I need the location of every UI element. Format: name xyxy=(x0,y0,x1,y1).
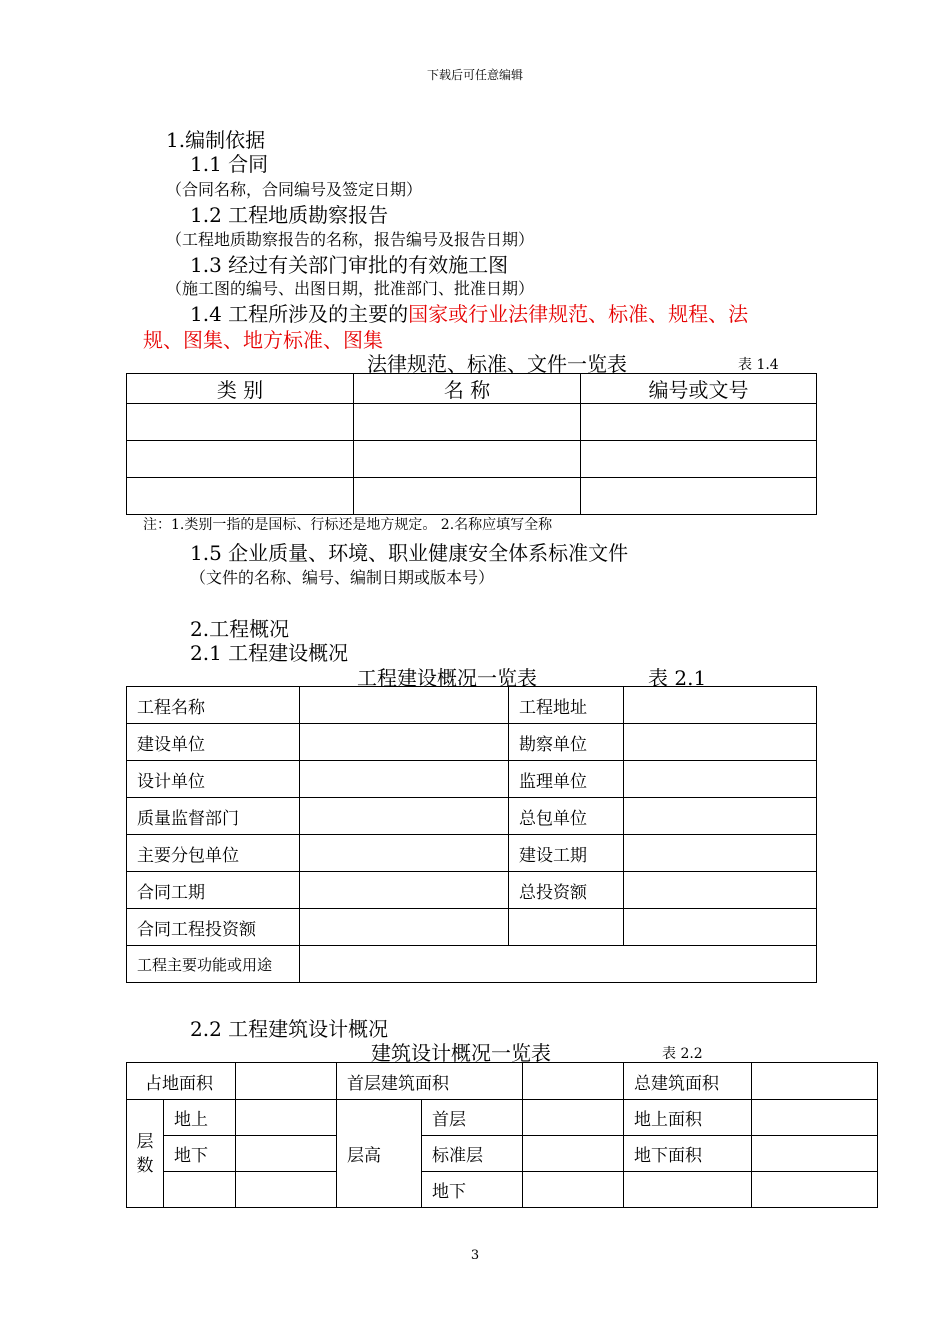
table-2-2-label: 占地面积 xyxy=(127,1063,236,1100)
table-cell xyxy=(300,724,509,761)
table-2-1-label: 工程主要功能或用途 xyxy=(127,946,300,983)
table-2-1-label: 监理单位 xyxy=(509,761,624,798)
table-cell xyxy=(624,1172,752,1208)
table-1-4 xyxy=(126,373,817,515)
table-cell xyxy=(354,478,581,515)
table-cell xyxy=(752,1136,878,1172)
table-2-2-label: 地上面积 xyxy=(624,1100,752,1136)
table-cell xyxy=(236,1100,337,1136)
section-1-5-note: （文件的名称、编号、编制日期或版本号） xyxy=(190,568,495,587)
table-cell xyxy=(624,687,817,724)
section-1-1-heading: 1.1 合同 xyxy=(190,152,269,176)
table-cell xyxy=(300,687,509,724)
table-cell xyxy=(581,404,817,441)
table-1-4-number: 表 1.4 xyxy=(738,357,779,373)
table-2-1-number: 表 2.1 xyxy=(648,666,707,690)
section-1-3-note: （施工图的编号、出图日期，批准部门、批准日期） xyxy=(166,279,535,298)
table-cell xyxy=(523,1172,624,1208)
table-2-1-label: 工程名称 xyxy=(127,687,300,724)
section-2-2-heading: 2.2 工程建筑设计概况 xyxy=(190,1017,389,1041)
section-2-1-heading: 2.1 工程建设概况 xyxy=(190,641,349,665)
table-cell xyxy=(581,478,817,515)
table-1-4-footnote: 注：1.类别一指的是国标、行标还是地方规定。 2.名称应填写全称 xyxy=(143,517,553,533)
table-cell xyxy=(354,441,581,478)
page-header: 下载后可任意编辑 xyxy=(426,68,523,82)
table-2-1-label: 工程地址 xyxy=(509,687,624,724)
table-2-2-title: 建筑设计概况一览表 xyxy=(371,1041,551,1065)
table-2-1 xyxy=(126,686,817,983)
table-2-1-label: 主要分包单位 xyxy=(127,835,300,872)
section-1-4-red-line1: 国家或行业法律规范、标准、规程、法 xyxy=(408,302,749,326)
table-cell xyxy=(624,724,817,761)
table-2-2-label: 地上 xyxy=(164,1100,236,1136)
page-number: 3 xyxy=(470,1248,480,1263)
table-cell xyxy=(624,761,817,798)
table-cell xyxy=(127,441,354,478)
table-cell xyxy=(624,798,817,835)
section-1-2-note: （工程地质勘察报告的名称，报告编号及报告日期） xyxy=(166,230,535,249)
table-2-2-label: 地下 xyxy=(164,1136,236,1172)
table-2-1-label: 质量监督部门 xyxy=(127,798,300,835)
table-2-1-label: 建设单位 xyxy=(127,724,300,761)
table-cell xyxy=(300,798,509,835)
table-2-1-title: 工程建设概况一览表 xyxy=(357,666,537,690)
table-1-4-title: 法律规范、标准、文件一览表 xyxy=(367,352,627,376)
table-2-1-label: 总投资额 xyxy=(509,872,624,909)
table-cell xyxy=(523,1063,624,1100)
table-cell xyxy=(752,1172,878,1208)
table-cell xyxy=(127,404,354,441)
table-cell xyxy=(354,404,581,441)
table-cell xyxy=(236,1063,337,1100)
table-1-4-header-number: 编号或文号 xyxy=(581,374,817,404)
table-cell xyxy=(300,761,509,798)
table-cell xyxy=(523,1136,624,1172)
table-cell xyxy=(624,909,817,946)
section-2-heading: 2.工程概况 xyxy=(190,617,290,641)
table-cell xyxy=(523,1100,624,1136)
section-1-4-heading xyxy=(190,298,748,327)
table-2-2-number: 表 2.2 xyxy=(662,1046,703,1062)
table-cell xyxy=(624,872,817,909)
table-1-4-header-name: 名 称 xyxy=(354,374,581,404)
table-cell xyxy=(164,1172,236,1208)
table-cell xyxy=(300,909,509,946)
table-2-2-label-floors: 层 数 xyxy=(127,1100,164,1208)
section-1-4-prefix: 1.4 工程所涉及的主要的 xyxy=(190,302,409,326)
table-2-1-label: 勘察单位 xyxy=(509,724,624,761)
table-2-2-label: 首层 xyxy=(422,1100,523,1136)
table-2-2-label: 地下面积 xyxy=(624,1136,752,1172)
table-cell xyxy=(624,835,817,872)
table-1-4-header-category: 类 别 xyxy=(127,374,354,404)
section-1-heading: 1.编制依据 xyxy=(166,128,266,152)
section-1-3-heading: 1.3 经过有关部门审批的有效施工图 xyxy=(190,253,509,277)
table-2-2-label: 地下 xyxy=(422,1172,523,1208)
table-cell xyxy=(752,1063,878,1100)
table-2-1-label: 合同工期 xyxy=(127,872,300,909)
table-cell xyxy=(300,872,509,909)
table-2-1-label: 合同工程投资额 xyxy=(127,909,300,946)
table-cell xyxy=(127,478,354,515)
table-cell xyxy=(236,1172,337,1208)
table-2-2-label: 标准层 xyxy=(422,1136,523,1172)
table-cell xyxy=(752,1100,878,1136)
table-2-2 xyxy=(126,1062,878,1208)
section-1-2-heading: 1.2 工程地质勘察报告 xyxy=(190,203,389,227)
table-2-1-label: 总包单位 xyxy=(509,798,624,835)
table-cell xyxy=(236,1136,337,1172)
table-cell xyxy=(300,835,509,872)
table-2-1-label: 设计单位 xyxy=(127,761,300,798)
table-2-2-label: 层高 xyxy=(337,1100,422,1208)
table-2-2-label: 总建筑面积 xyxy=(624,1063,752,1100)
table-cell xyxy=(509,909,624,946)
table-2-2-label: 首层建筑面积 xyxy=(337,1063,523,1100)
table-cell xyxy=(300,946,817,983)
section-1-1-note: （合同名称，合同编号及签定日期） xyxy=(166,180,423,199)
section-1-5-heading: 1.5 企业质量、环境、职业健康安全体系标准文件 xyxy=(190,541,629,565)
table-cell xyxy=(581,441,817,478)
table-2-1-label: 建设工期 xyxy=(509,835,624,872)
section-1-4-red-line2: 规、图集、地方标准、图集 xyxy=(143,328,383,352)
